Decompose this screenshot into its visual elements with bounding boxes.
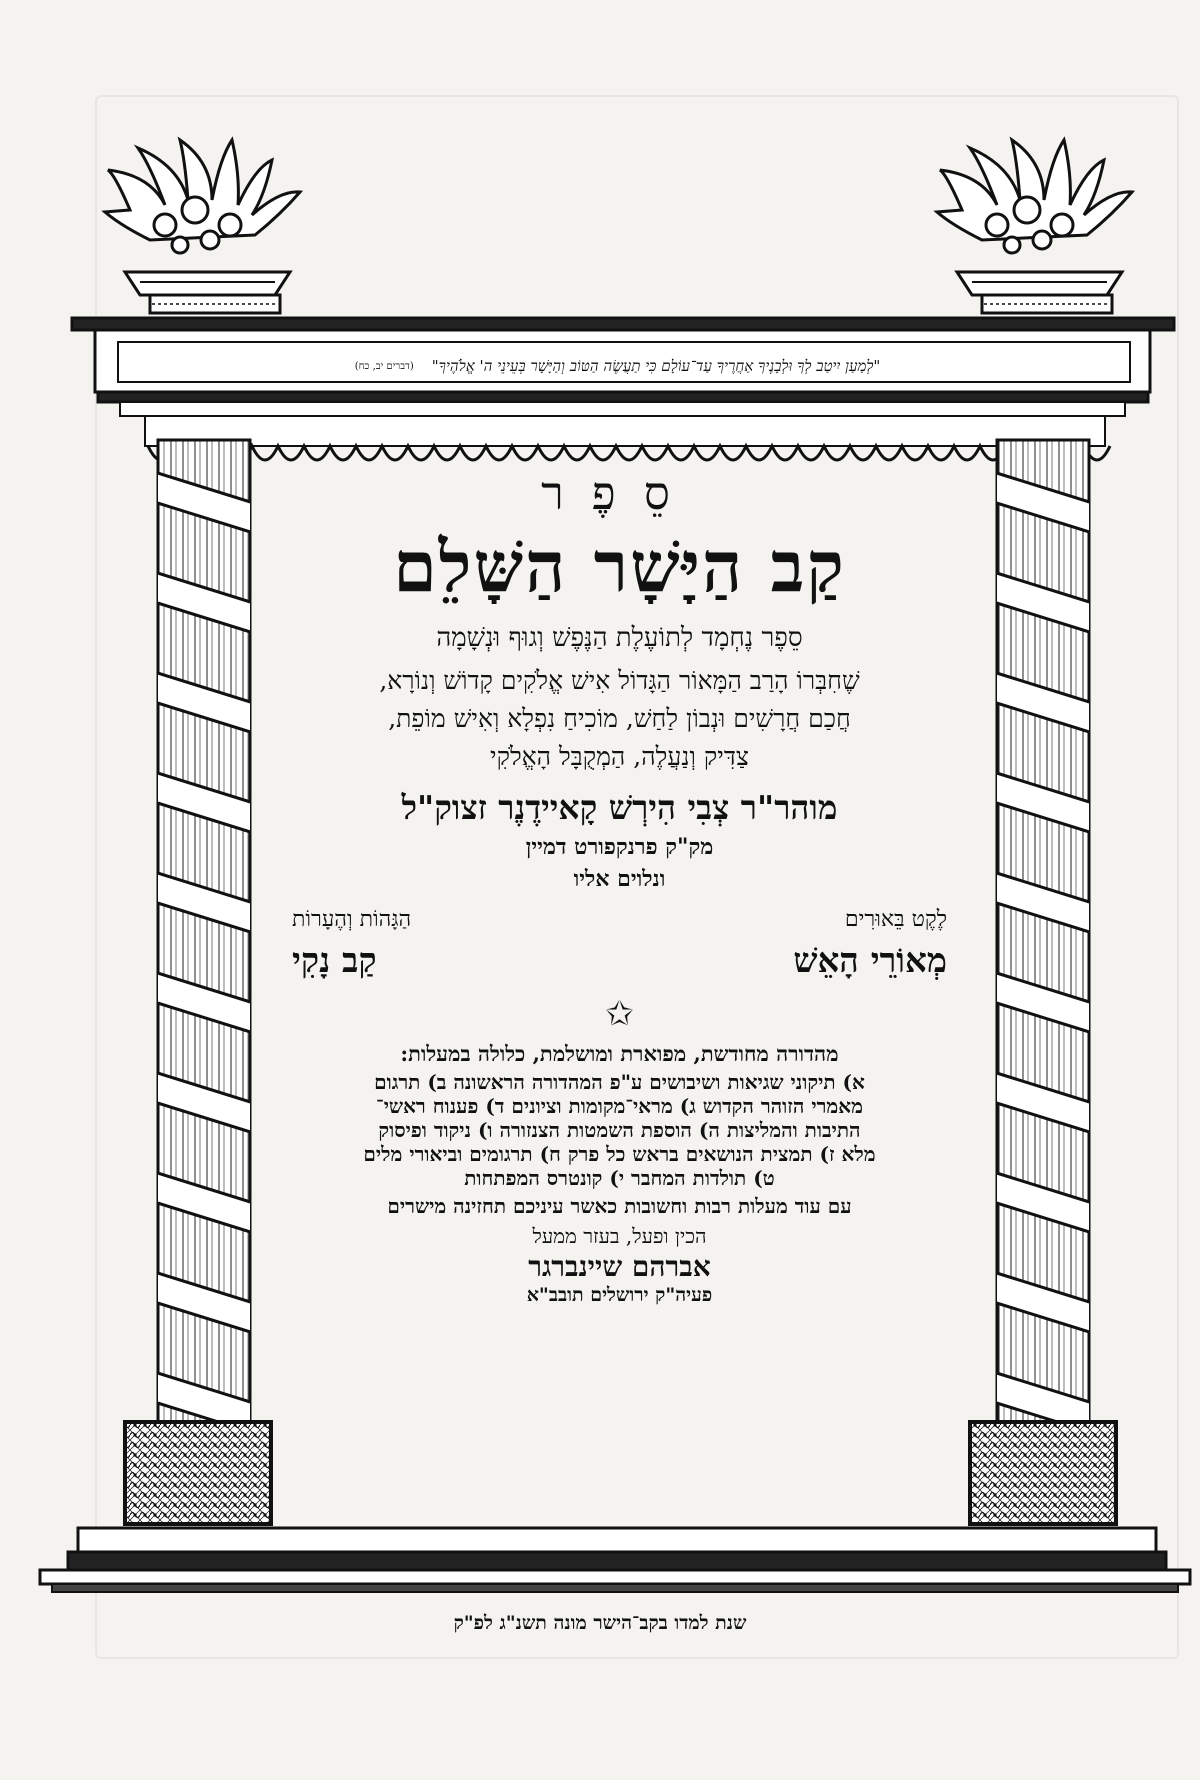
header-verse	[125, 348, 1110, 384]
flower-basket-right-icon	[937, 140, 1132, 313]
star-icon: ✩	[605, 993, 634, 1034]
author-name: מוהר"ר צְבִי הִירְשׁ קָאיידֶנֶר זצוק"ל	[401, 788, 838, 828]
title-page-content	[252, 466, 987, 1306]
feature-line: מלא ז) תמצית הנושאים בראש כל פרק ח) תרגומים וביאורי מלים	[363, 1141, 876, 1166]
column-left	[125, 440, 271, 1524]
addition-right-big: מְאוֹרֵי הָאֵשׁ	[793, 941, 947, 982]
feature-line: התיבות והמליצות ה) הוספת השמטות הצנזורה ו) ניקוד ופיסוק	[378, 1117, 861, 1142]
feature-line: מאמרי הזוהר הקדוש ג) מראי־מקומות וציונים ד) פענוח ראשי־	[376, 1093, 863, 1118]
edition-title: מהדורה מחודשת, מפוארת ומושלמת, כלולה במעלות:	[400, 1040, 839, 1066]
praise-line: צַדִּיק וְנַעֲלֶה, הַמְקֻבָּל הָאֱלֹקִי	[490, 742, 749, 772]
book-subtitle: סֵפֶר נֶחְמָד לְתוֹעֶלֶת הַנֶּפֶשׁ וְגוּף וּנְשָׁמָה	[436, 623, 803, 654]
flower-basket-left-icon	[105, 140, 300, 313]
header-verse-text: "לְמַעַן יִיטַב לְךָ וּלְבָנֶיךָ אַחֲרֶיךָ עַד־עוֹלָם כִּי תַעֲשֶׂה הַטּוֹב וְהַיָּשָׁר בְּעֵינֵי ה' אֱלֹהֶיךָ"	[431, 356, 881, 375]
editor-name: אברהם שיינברגר	[528, 1249, 711, 1283]
addition-left-small: הַגָּהוֹת וְהֶעָרוֹת	[292, 906, 412, 932]
additions-big-row	[252, 941, 987, 982]
book-title: קַב הַיָּשָׁר הַשָּׁלֵם	[393, 525, 846, 609]
more-features-line: עם עוד מעלות רבות וחשובות כאשר עיניכם תחזינה מישרים	[387, 1193, 852, 1218]
author-community: מק"ק פרנקפורט דמיין	[525, 833, 714, 860]
header-verse-reference: (דברים יב, כח)	[354, 360, 414, 372]
feature-line: א) תיקוני שגיאות ושיבושים ע"פ המהדורה הראשונה ב) תרגום	[374, 1069, 865, 1094]
feature-line: ט) תולדות המחבר י) קונטרס המפתחות	[464, 1165, 775, 1190]
addition-right-small: לֶקֶט בֵּאוּרִים	[844, 906, 947, 932]
publication-city: פעיה"ק ירושלים תובב"א	[526, 1283, 713, 1306]
praise-line: חֲכַם חֲרָשִׁים וּנְבוֹן לַחַשׁ, מוֹכִיחַ נִפְלָא וְאִישׁ מוֹפֵת,	[388, 704, 851, 734]
attached-label: ונלוים אליו	[573, 866, 666, 893]
praise-line: שֶׁחִבְּרוֹ הָרַב הַמָּאוֹר הַגָּדוֹל אִישׁ אֱלֹקִים קָדוֹשׁ וְנוֹרָא,	[379, 666, 860, 696]
publication-year: שנת למדו בקב־הישר מונה תשנ"ג לפ"ק	[453, 1612, 747, 1634]
prepared-by-line: הכין ופעל, בעזר ממעל	[532, 1223, 707, 1248]
addition-left-big: קַב נָקִי	[292, 941, 377, 982]
portal-base	[40, 1528, 1190, 1592]
valance-scallops	[148, 446, 1110, 460]
sefer-label: סֵפֶר	[541, 466, 698, 520]
column-right	[970, 440, 1116, 1524]
additions-small-row	[252, 907, 987, 933]
